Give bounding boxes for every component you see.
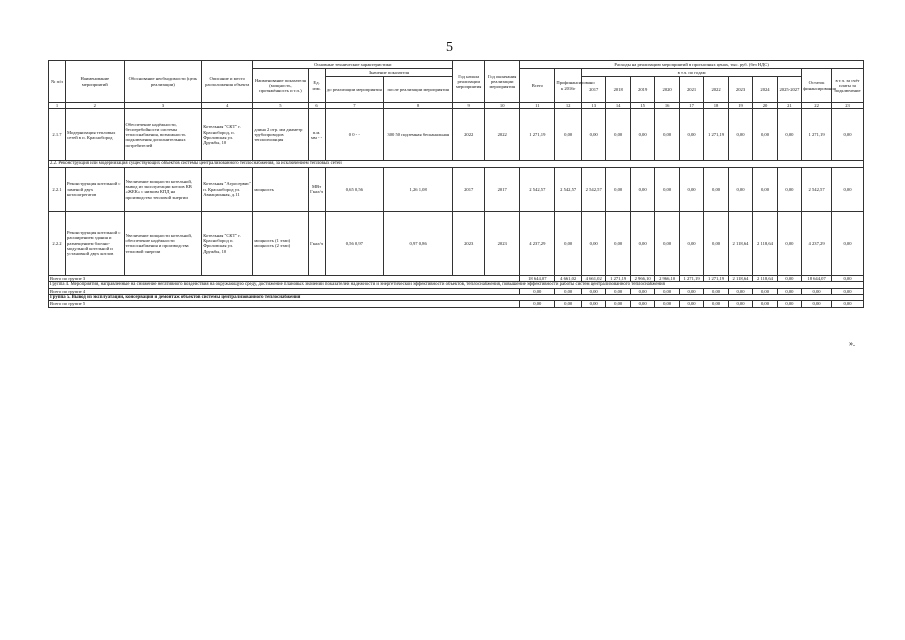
header-year-start: Год начала реализации мероприятия [453, 61, 485, 103]
row-name: Реконструкция котельной с заменой двух котлоагрегатов [66, 167, 125, 211]
row-year-end: 2017 [485, 167, 520, 211]
row-value: 4 237,29 [520, 211, 555, 275]
row-value: 0,00 [831, 167, 863, 211]
row-after: 0,97 0,86 [384, 211, 453, 275]
header-num: № п/п [49, 61, 66, 103]
row-value: 0,00 [777, 109, 801, 161]
total-label: Всего по группе 4 [49, 288, 520, 294]
row-param: мощность [253, 167, 308, 211]
header-values-group: Значение показателя [325, 69, 453, 77]
row-value: 0,00 [606, 211, 630, 275]
row-value: 0,00 [606, 109, 630, 161]
total-value: 0,00 [802, 288, 832, 294]
table-row [49, 167, 864, 211]
row-value: 0,00 [655, 109, 679, 161]
column-number: 20 [753, 103, 777, 109]
total-value: 2 118,64 [753, 275, 777, 281]
header-by-years: в т.ч. по годам [581, 69, 801, 77]
total-label: Всего по группе 5 [49, 301, 520, 307]
row-value: 0,00 [831, 211, 863, 275]
page-number: 5 [446, 40, 453, 55]
row-num: 2.1.7 [49, 109, 66, 161]
header-incl-fee: в т.ч. за счёт платы за подключение [831, 69, 863, 103]
total-value: 0,00 [831, 288, 863, 294]
total-value: 0,00 [520, 301, 555, 307]
row-value: 0,00 [655, 167, 679, 211]
row-year-start: 2023 [453, 211, 485, 275]
header-year: 2018 [606, 77, 630, 103]
total-value: 1 271,19 [606, 275, 630, 281]
row-value: 2 542,57 [802, 167, 832, 211]
column-number: 16 [655, 103, 679, 109]
column-number: 13 [581, 103, 605, 109]
total-value: 2 966,10 [630, 275, 654, 281]
total-value: 0,00 [753, 288, 777, 294]
row-value: 1 271,19 [520, 109, 555, 161]
row-before: 0,56 0,97 [325, 211, 384, 275]
header-financed: Профинансировано к 2016г [555, 69, 582, 103]
row-value: 0,00 [630, 109, 654, 161]
total-value: 2 966,10 [655, 275, 679, 281]
column-number: 15 [630, 103, 654, 109]
row-location: Котельная "Агросервис" п. Краснобород ул. Авиационная, д.11 [202, 167, 253, 211]
row-value: 0,00 [581, 109, 605, 161]
header-location: Описание и место расположения объекта [202, 61, 253, 103]
row-rationale: Увеличение мощности котельной, вывод из эксплуатации котлов КВ «ЖЕК» с низким КПД на производство тепловой энергии [124, 167, 202, 211]
total-value: 0,00 [581, 288, 605, 294]
header-row [49, 61, 864, 69]
header-after: после реализации мероприятия [384, 77, 453, 103]
row-num: 2.2.2 [49, 211, 66, 275]
row-value: 0,00 [753, 109, 777, 161]
column-number: 8 [384, 103, 453, 109]
header-year: 2022 [704, 77, 728, 103]
row-location: Котельная "СКТ" г. Краснобород п. Фроловская ул. Дружбы, 10 [202, 211, 253, 275]
row-rationale: Увеличение мощности котельной, обеспечение надёжности теплоснабжения и производства тепловой энергии [124, 211, 202, 275]
row-value: 0,00 [777, 211, 801, 275]
column-number: 23 [831, 103, 863, 109]
row-num: 2.2.1 [49, 167, 66, 211]
total-value: 18 644,07 [520, 275, 555, 281]
row-year-start: 2017 [453, 167, 485, 211]
row-value: 0,00 [777, 167, 801, 211]
header-costs-group: Расходы на реализацию мероприятий в прогнозных ценах, тыс. руб. (без НДС) [520, 61, 864, 69]
row-value: 2 118,64 [753, 211, 777, 275]
total-value: 0,00 [555, 301, 582, 307]
group-header-text: Группа 5. Вывод из эксплуатации, консервация и демонтаж объектов системы централизованного теплоснабжения [49, 294, 864, 301]
total-value: 0,00 [777, 275, 801, 281]
header-year-end: Год окончания реализации мероприятия [485, 61, 520, 103]
total-value: 0,00 [679, 288, 703, 294]
row-unit: п.м. мм - - [308, 109, 325, 161]
column-number: 4 [202, 103, 253, 109]
row-value: 1 271,19 [802, 109, 832, 161]
row-value: 0,00 [704, 167, 728, 211]
total-value: 0,00 [555, 288, 582, 294]
header-year: 2021 [679, 77, 703, 103]
column-number: 21 [777, 103, 801, 109]
row-year-start: 2022 [453, 109, 485, 161]
header-year: 2025-2027 [777, 77, 801, 103]
total-value: 0,00 [753, 301, 777, 307]
column-number: 18 [704, 103, 728, 109]
row-rationale: Обеспечение надёжности, бесперебойности системы теплоснабжения, возможность подключения дополнительных потребителей [124, 109, 202, 161]
row-after: 300 50 подземная бесканальная [384, 109, 453, 161]
header-remaining: Остаток финансирования [802, 69, 832, 103]
investment-table [48, 60, 864, 308]
row-value: 0,00 [655, 211, 679, 275]
row-value: 1 271,19 [704, 109, 728, 161]
row-value: 4 237,29 [802, 211, 832, 275]
row-value: 0,00 [630, 167, 654, 211]
row-value: 0,00 [606, 167, 630, 211]
row-year-end: 2022 [485, 109, 520, 161]
column-number: 14 [606, 103, 630, 109]
total-value: 0,00 [581, 301, 605, 307]
row-value: 0,00 [630, 211, 654, 275]
header-tech-group: Основные технические характеристики [253, 61, 453, 69]
column-number: 11 [520, 103, 555, 109]
row-value: 0,00 [831, 109, 863, 161]
total-value: 0,00 [679, 301, 703, 307]
row-value: 0,00 [679, 211, 703, 275]
column-number: 12 [555, 103, 582, 109]
row-value: 2 118,64 [728, 211, 752, 275]
row-after: 1,26 1,08 [384, 167, 453, 211]
table-row [49, 109, 864, 161]
row-location: Котельная "СКТ" г. Краснобород, п. Фроловская ул. Дружбы, 10 [202, 109, 253, 161]
row-param: длина 2 отр. мм диаметр трубопроводов теплоизоляция [253, 109, 308, 161]
header-unit: Ед. изм. [308, 69, 325, 103]
total-value: 0,00 [606, 301, 630, 307]
column-number: 9 [453, 103, 485, 109]
column-number: 5 [253, 103, 308, 109]
row-value: 0,00 [555, 109, 582, 161]
table-row [49, 211, 864, 275]
header-year: 2023 [728, 77, 752, 103]
total-value: 0,00 [802, 301, 832, 307]
total-value: 0,00 [704, 288, 728, 294]
total-value: 0,00 [831, 301, 863, 307]
row-value: 2 542,57 [520, 167, 555, 211]
row-name: Реконструкция котельной с расширением здания и размещением блочно-модульной котельной и установкой двух котлов [66, 211, 125, 275]
row-value: 0,00 [728, 167, 752, 211]
total-value: 4 661,02 [581, 275, 605, 281]
header-name: Наименование мероприятий [66, 61, 125, 103]
total-value: 0,00 [831, 275, 863, 281]
column-number: 10 [485, 103, 520, 109]
total-value: 1 271,19 [679, 275, 703, 281]
section-header-text: 2.2. Реконструкция или модернизация существующих объектов системы централизованного теплоснабжения, за исключением тепловых сетей [49, 161, 864, 168]
row-unit: Гкал/ч [308, 211, 325, 275]
row-before: 0 0 - - [325, 109, 384, 161]
row-param: мощность (1 этап) мощность (2 этап) [253, 211, 308, 275]
total-row [49, 301, 864, 307]
column-number: 17 [679, 103, 703, 109]
row-value: 0,00 [555, 211, 582, 275]
total-value: 0,00 [520, 288, 555, 294]
total-value: 0,00 [704, 301, 728, 307]
total-value: 18 644,07 [802, 275, 832, 281]
header-year: 2024 [753, 77, 777, 103]
row-before: 0,65 0,56 [325, 167, 384, 211]
row-value: 0,00 [581, 211, 605, 275]
total-value: 0,00 [630, 301, 654, 307]
header-before: до реализации мероприятия [325, 77, 384, 103]
total-value: 0,00 [655, 288, 679, 294]
row-unit: МВт Гкал/ч [308, 167, 325, 211]
header-param: Наименование показателя (мощность, протяжённость и т.п.) [253, 69, 308, 103]
total-value: 1 271,19 [704, 275, 728, 281]
total-value: 0,00 [630, 288, 654, 294]
total-value: 0,00 [728, 288, 752, 294]
total-value: 4 661,02 [555, 275, 582, 281]
row-value: 0,00 [679, 109, 703, 161]
row-value: 2 542,57 [581, 167, 605, 211]
group-header-text: Группа 4. Мероприятия, направленные на снижение негативного воздействия на окружающую среду, достижение плановых значений показателей надежности и энергетической эффективности объектов, теплоснабжения, повышение эффективности работы систем централизованного теплоснабжения [49, 282, 864, 289]
column-number: 7 [325, 103, 384, 109]
header-year: 2019 [630, 77, 654, 103]
row-name: Модернизация тепловых сетей в п. Краснобород [66, 109, 125, 161]
header-year: 2017 [581, 77, 605, 103]
column-number: 1 [49, 103, 66, 109]
row-value: 2 542,57 [555, 167, 582, 211]
column-number: 6 [308, 103, 325, 109]
total-value: 2 118,64 [728, 275, 752, 281]
total-label: Всего по группе 3 [49, 275, 520, 281]
header-total: Всего [520, 69, 555, 103]
total-value: 0,00 [777, 288, 801, 294]
row-value: 0,00 [753, 167, 777, 211]
total-value: 0,00 [728, 301, 752, 307]
column-number: 19 [728, 103, 752, 109]
total-value: 0,00 [655, 301, 679, 307]
column-number: 22 [802, 103, 832, 109]
row-value: 0,00 [704, 211, 728, 275]
closing-mark: ». [849, 339, 855, 348]
total-value: 0,00 [777, 301, 801, 307]
row-value: 0,00 [679, 167, 703, 211]
total-value: 0,00 [606, 288, 630, 294]
row-year-end: 2023 [485, 211, 520, 275]
column-number: 2 [66, 103, 125, 109]
header-rationale: Обоснование необходимости (цель реализации) [124, 61, 202, 103]
column-number: 3 [124, 103, 202, 109]
header-year: 2020 [655, 77, 679, 103]
row-value: 0,00 [728, 109, 752, 161]
